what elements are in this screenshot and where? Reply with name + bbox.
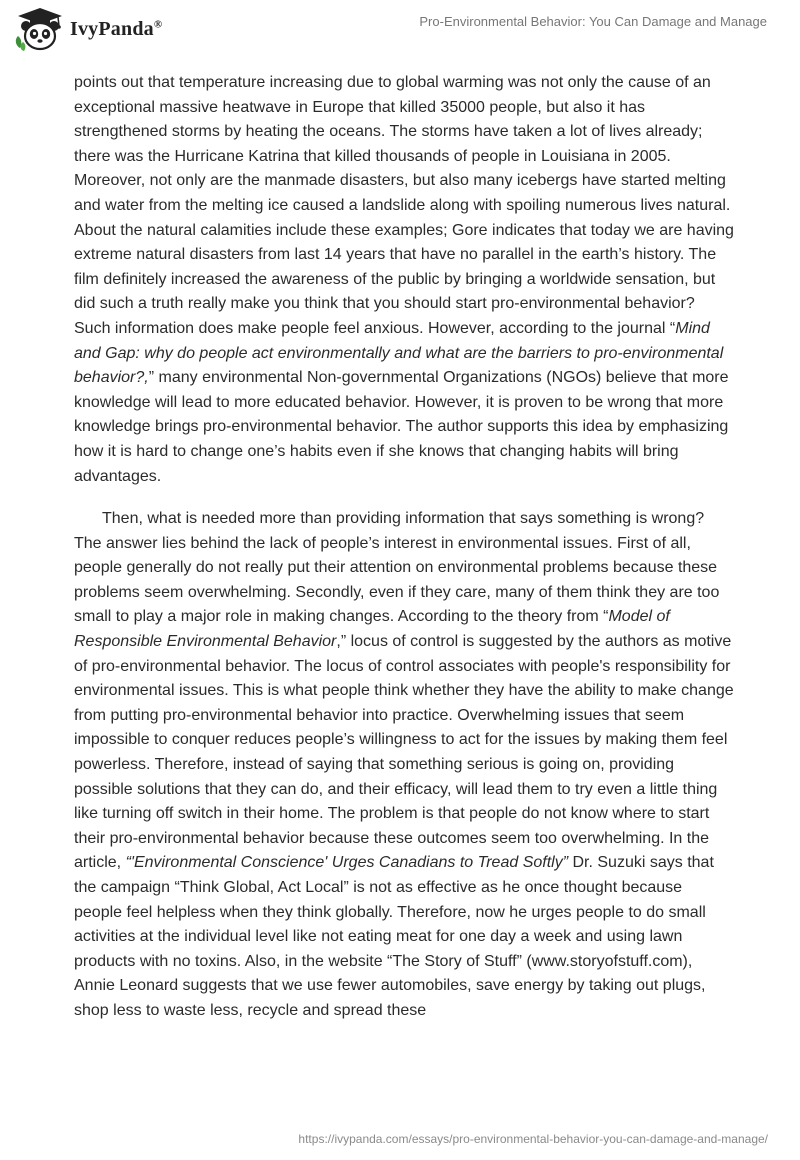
paragraph: Then, what is needed more than providing information that says something is wrong? The answer lies behind the lack of people’s interest in environmental issues. First of all, people generally do not really put their attention on environmental problems because these problems seem overwhelming. Secondly, even if they care, many of them think they are too small to play a major role in making changes. According to the theory from “Model of Responsible Environmental Behavior,” locus of control is suggested by the authors as motive of pro-environmental behavior. The locus of control associates with people's responsibility for environmental issues. This is what people think whether they have the ability to make change from putting pro-environmental behavior into practice. Overwhelming issues that seem impossible to conquer reduces people’s willingness to act for the issues by making them feel powerless. Therefore, instead of saying that something serious is going on, providing possible solutions that they can do, and their efficacy, will lead them to try even a little thing like turning off switch in their home. The problem is that people do not know where to start their pro-environmental behavior because these outcomes seem too overwhelming. In the article, “'Environmental Conscience' Urges Canadians to Tread Softly” Dr. Suzuki says that the campaign “Think Global, Act Local” is not as effective as he once thought because people feel helpless when they think globally. Therefore, now he urges people to do small activities at the individual level like not eating meat for one day a week and using lawn products with no toxins. Also, in the website “The Story of Stuff” (www.storyofstuff.com), Annie Leonard suggests that we use fewer automobiles, save energy by taking out plugs, shop less to waste less, recycle and spread these — [74, 510, 734, 1019]
essay-body — [74, 71, 734, 1024]
page-header — [0, 0, 800, 60]
document-title: Pro-Environmental Behavior: You Can Damage and Manage — [419, 14, 767, 29]
source-url[interactable]: https://ivypanda.com/essays/pro-environmental-behavior-you-can-damage-and-manage/ — [298, 1132, 768, 1146]
paragraph: points out that temperature increasing due to global warming was not only the cause of an exceptional massive heatwave in Europe that killed 35000 people, but also it has strengthened storms by heating the oceans. The storms have taken a lot of lives already; there was the Hurricane Katrina that killed thousands of people in Louisiana in 2005. Moreover, not only are the manmade disasters, but also many icebergs have started melting and water from the melting ice caused a landslide along with spoiling numerous lives natural. About the natural calamities include these examples; Gore indicates that today we are having extreme natural disasters from last 14 years that have no parallel in the earth’s history. The film definitely increased the awareness of the public by bringing a worldwide sensation, but did such a truth really make you think that you should start pro-environmental behavior? Such information does make people feel anxious. However, according to the journal “Mind and Gap: why do people act environmentally and what are the barriers to pro-environmental behavior?,” many environmental Non-governmental Organizations (NGOs) believe that more knowledge will lead to more educated behavior. However, it is proven to be wrong that more knowledge brings pro-environmental behavior. The author supports this idea by emphasizing how it is hard to change one’s habits even if she knows that changing habits will bring advantages. — [74, 74, 734, 485]
brand-name: IvyPanda® — [70, 17, 163, 40]
ivypanda-logo[interactable] — [14, 6, 162, 52]
panda-graduate-icon — [14, 6, 66, 52]
